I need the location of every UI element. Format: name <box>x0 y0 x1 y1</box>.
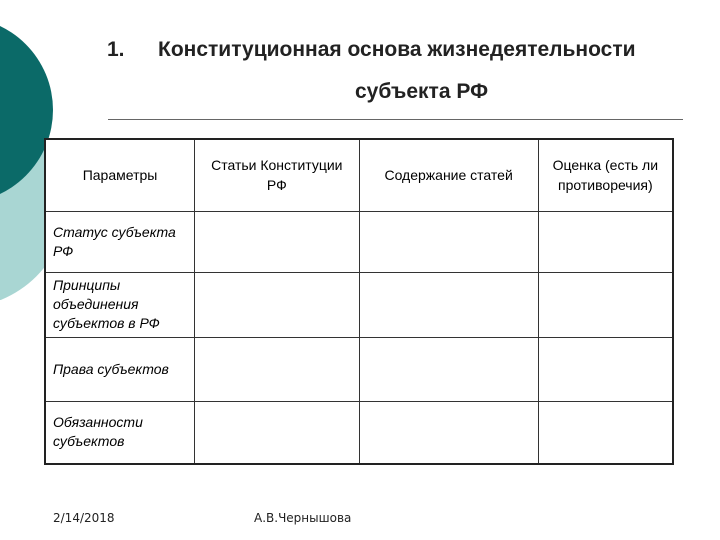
table-row <box>45 337 673 401</box>
row-label-duties: Обязанности субъектов <box>45 401 195 464</box>
title-number: 1. <box>107 38 125 61</box>
table-cell[interactable] <box>359 337 538 401</box>
page-title-line2: субъекта РФ <box>355 80 489 103</box>
table-cell[interactable] <box>538 211 673 272</box>
table-header-row <box>45 139 673 211</box>
table-cell[interactable] <box>195 211 360 272</box>
header-articles: Статьи Конституции РФ <box>195 139 360 211</box>
parameters-table <box>44 138 674 465</box>
header-parameters: Параметры <box>45 139 195 211</box>
row-label-status: Статус субъекта РФ <box>45 211 195 272</box>
header-content: Содержание статей <box>359 139 538 211</box>
table-cell[interactable] <box>359 211 538 272</box>
table-cell[interactable] <box>359 401 538 464</box>
table-cell[interactable] <box>195 337 360 401</box>
table-row <box>45 211 673 272</box>
title-divider <box>108 119 683 120</box>
header-assessment: Оценка (есть ли противоречия) <box>538 139 673 211</box>
table-cell[interactable] <box>359 272 538 337</box>
row-label-rights: Права субъектов <box>45 337 195 401</box>
table-row <box>45 401 673 464</box>
table-cell[interactable] <box>538 401 673 464</box>
table-cell[interactable] <box>195 401 360 464</box>
footer-date: 2/14/2018 <box>53 511 115 525</box>
table-row <box>45 272 673 337</box>
table-cell[interactable] <box>538 337 673 401</box>
page-title: Конституционная основа жизнедеятельности <box>158 38 636 61</box>
table-cell[interactable] <box>195 272 360 337</box>
table-cell[interactable] <box>538 272 673 337</box>
footer-author: А.В.Чернышова <box>254 511 352 525</box>
row-label-principles: Принципы объединения субъектов в РФ <box>45 272 195 337</box>
